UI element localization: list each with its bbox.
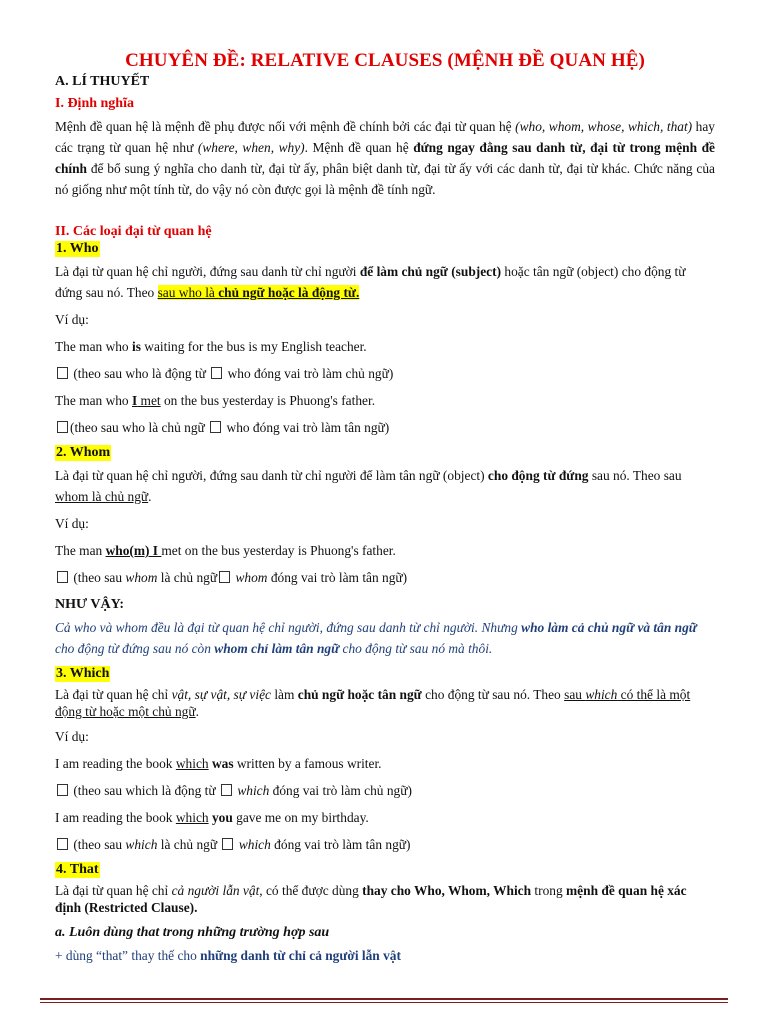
which-note-1: (theo sau which là động từ which đóng vai trò làm chủ ngữ) [55,780,715,801]
page-title: CHUYÊN ĐỀ: RELATIVE CLAUSES (MỆNH ĐỀ QUAN HỆ) [125,50,645,71]
which-note-2: (theo sau which là chủ ngữ which đóng vai trò làm tân ngữ) [55,834,715,855]
which-example-2: I am reading the book which you gave me on my birthday. [55,810,369,825]
box-glyph-icon [57,784,68,796]
summary-heading: NHƯ VẬY: [55,597,125,612]
who-example-1: The man who is waiting for the bus is my English teacher. [55,339,367,354]
summary-paragraph: Cả who và whom đều là đại từ quan hệ chỉ người, đứng sau danh từ chỉ người. Nhưng who làm cả chủ ngữ và tân ngữ cho động từ đứng sau nó còn whom chỉ làm tân ngữ cho động từ sau nó mà thôi. [55,620,697,656]
that-subheading: a. Luôn dùng that trong những trường hợp sau [55,925,330,940]
document-page [55,50,715,972]
that-bullet-1: + dùng “that” thay thế cho những danh từ chỉ cả người lẫn vật [55,948,401,963]
definition-heading: I. Định nghĩa [55,96,134,111]
which-heading: 3. Which [56,666,110,681]
which-example-1: I am reading the book which was written by a famous writer. [55,756,382,771]
box-glyph-icon [57,421,68,433]
whom-heading: 2. Whom [56,445,111,460]
box-glyph-icon [222,838,233,850]
who-definition: Là đại từ quan hệ chỉ người, đứng sau danh từ chỉ người để làm chủ ngữ (subject) hoặc tân ngữ (object) cho động từ đứng sau nó. Theo sau who là chủ ngữ hoặc là động từ. [55,264,686,300]
that-definition: Là đại từ quan hệ chỉ cả người lẫn vật, có thể được dùng thay cho Who, Whom, Which trong mệnh đề quan hệ xác định (Restricted Clause). [55,883,687,915]
footer-rule-thin [40,1002,728,1003]
footer-rule [40,998,728,1000]
whom-example-1: The man who(m) I met on the bus yesterday is Phuong's father. [55,543,396,558]
pronoun-types-heading: II. Các loại đại từ quan hệ [55,224,212,239]
whom-example-label: Ví dụ: [55,516,89,531]
who-example-label: Ví dụ: [55,312,89,327]
whom-definition: Là đại từ quan hệ chỉ người, đứng sau danh từ chỉ người để làm tân ngữ (object) cho động từ đứng sau nó. Theo sau whom là chủ ngữ. [55,468,682,504]
which-example-label: Ví dụ: [55,729,89,744]
who-example-2: The man who I met on the bus yesterday is Phuong's father. [55,393,376,408]
box-glyph-icon [57,571,68,583]
whom-note-1: (theo sau whom là chủ ngữ whom đóng vai trò làm tân ngữ) [55,567,715,588]
definition-paragraph: Mệnh đề quan hệ là mệnh đề phụ được nối với mệnh đề chính bởi các đại từ quan hệ (who, whom, whose, which, that) hay các trạng từ quan hệ như (where, when, why). Mệnh đề quan hệ đứng ngay đằng sau danh từ, đại từ trong mệnh đề chính để bổ sung ý nghĩa cho danh từ, đại từ ấy, phân biệt danh từ, đại từ ấy với các danh từ, đại từ khác. Chức năng của nó giống như một tính từ, do vậy nó còn được gọi là mệnh đề tính ngữ. [55,119,715,197]
box-glyph-icon [57,367,68,379]
box-glyph-icon [210,421,221,433]
section-a-heading: A. LÍ THUYẾT [55,74,150,89]
box-glyph-icon [219,571,230,583]
box-glyph-icon [221,784,232,796]
which-definition: Là đại từ quan hệ chỉ vật, sự vật, sự việc làm chủ ngữ hoặc tân ngữ cho động từ sau nó. Theo sau which có thể là một động từ hoặc một chủ ngữ. [55,687,691,719]
who-note-2: (theo sau who là chủ ngữ who đóng vai trò làm tân ngữ) [55,417,715,438]
that-heading: 4. That [56,862,99,877]
who-note-1: (theo sau who là động từ who đóng vai trò làm chủ ngữ) [55,363,715,384]
box-glyph-icon [211,367,222,379]
who-heading: 1. Who [56,241,99,256]
box-glyph-icon [57,838,68,850]
